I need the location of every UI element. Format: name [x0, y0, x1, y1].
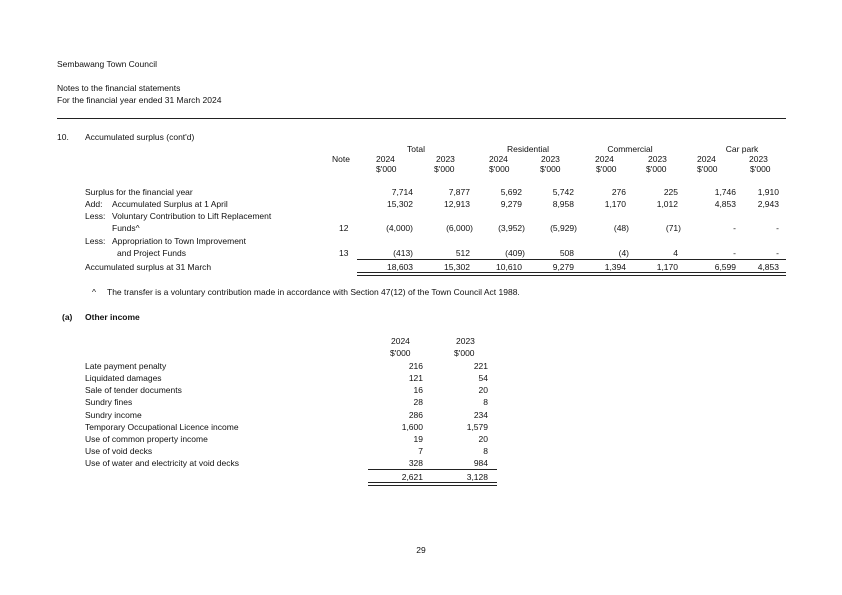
table-cell: 15,302: [444, 262, 470, 272]
income-row-label: Use of void decks: [85, 446, 153, 456]
table-cell: 7,877: [448, 187, 470, 197]
table-cell: 508: [559, 248, 574, 258]
table-cell: (5,929): [550, 223, 577, 233]
table-cell: -: [776, 223, 779, 233]
income-cell: 8: [483, 397, 488, 407]
income-row-label: Liquidated damages: [85, 373, 162, 383]
notes-title: Notes to the financial statements: [57, 83, 181, 93]
income-cell: 121: [408, 373, 423, 383]
table-cell: 18,603: [387, 262, 413, 272]
unit-header: $'000: [454, 348, 475, 358]
income-row-label: Temporary Occupational Licence income: [85, 422, 239, 432]
unit-header: $'000: [434, 164, 455, 174]
table-cell: 15,302: [387, 199, 413, 209]
income-row-label: Sale of tender documents: [85, 385, 182, 395]
period-title: For the financial year ended 31 March 2024: [57, 95, 222, 105]
income-total: 3,128: [466, 472, 488, 482]
table-cell: (4): [618, 248, 629, 258]
group-header-residential: Residential: [506, 144, 550, 154]
group-header-commercial: Commercial: [607, 144, 653, 154]
unit-header: $'000: [540, 164, 561, 174]
income-cell: 7: [418, 446, 423, 456]
row-label: Appropriation to Town Improvement: [112, 236, 247, 246]
table-cell: 1,910: [757, 187, 779, 197]
org-name: Sembawang Town Council: [57, 59, 158, 69]
income-cell: 286: [408, 410, 423, 420]
table-cell: 1,170: [604, 199, 626, 209]
table-cell: 8,958: [552, 199, 574, 209]
footnote-mark: ^: [92, 287, 96, 297]
table-cell: 10,610: [496, 262, 522, 272]
group-header-car-park: Car park: [725, 144, 759, 154]
unit-header: $'000: [750, 164, 771, 174]
footnote-text: The transfer is a voluntary contribution made in accordance with Section 47(12) of the Town Council Act 1988.: [107, 287, 520, 297]
income-row-label: Late payment penalty: [85, 361, 167, 371]
table-cell: (6,000): [446, 223, 473, 233]
year-header: 2023: [648, 154, 667, 164]
year-header: 2024: [489, 154, 508, 164]
unit-header: $'000: [489, 164, 510, 174]
page-number: 29: [416, 545, 426, 555]
income-total: 2,621: [401, 472, 423, 482]
income-cell: 234: [473, 410, 488, 420]
unit-header: $'000: [376, 164, 397, 174]
subsection-label: (a): [62, 312, 73, 322]
unit-header: $'000: [390, 348, 411, 358]
table-cell: (3,952): [498, 223, 525, 233]
unit-header: $'000: [697, 164, 718, 174]
section-number: 10.: [57, 132, 69, 142]
table-cell: 9,279: [500, 199, 522, 209]
income-row-label: Use of common property income: [85, 434, 208, 444]
income-cell: 221: [473, 361, 488, 371]
table-cell: (71): [665, 223, 681, 233]
year-header: 2024: [697, 154, 716, 164]
table-cell: 276: [611, 187, 626, 197]
header-divider: [57, 118, 786, 119]
unit-header: $'000: [596, 164, 617, 174]
income-cell: 16: [413, 385, 423, 395]
income-cell: 216: [408, 361, 423, 371]
table-cell: 4,853: [757, 262, 779, 272]
income-cell: 984: [473, 458, 488, 468]
table-cell: 6,599: [714, 262, 736, 272]
income-row-label: Sundry income: [85, 410, 142, 420]
row-label: Accumulated Surplus at 1 April: [112, 199, 228, 209]
year-header: 2023: [749, 154, 768, 164]
table-cell: 1,170: [656, 262, 678, 272]
table-cell: 5,692: [500, 187, 522, 197]
income-cell: 8: [483, 446, 488, 456]
table-cell: 9,279: [552, 262, 574, 272]
income-row-label: Use of water and electricity at void decks: [85, 458, 240, 468]
income-cell: 28: [413, 397, 423, 407]
table-cell: 1,394: [604, 262, 626, 272]
year-header: 2023: [436, 154, 455, 164]
total-double-rule: [357, 272, 786, 276]
table-cell: (413): [393, 248, 413, 258]
section-title: Accumulated surplus (cont'd): [85, 132, 195, 142]
row-label: Voluntary Contribution to Lift Replacement: [112, 211, 272, 221]
year-header: 2024: [391, 336, 410, 346]
income-cell: 328: [408, 458, 423, 468]
income-row-label: Sundry fines: [85, 397, 133, 407]
table-cell: -: [776, 248, 779, 258]
group-header-total: Total: [407, 144, 425, 154]
table-cell: 4,853: [714, 199, 736, 209]
table-cell: 2,943: [757, 199, 779, 209]
table-cell: -: [733, 248, 736, 258]
income-cell: 19: [413, 434, 423, 444]
row-prefix: Less:: [85, 211, 106, 221]
table-cell: 12,913: [444, 199, 470, 209]
table-cell: 1,746: [714, 187, 736, 197]
table-cell: 1,012: [656, 199, 678, 209]
income-cell: 20: [478, 385, 488, 395]
income-cell: 20: [478, 434, 488, 444]
subtotal-rule: [357, 259, 786, 260]
unit-header: $'000: [646, 164, 667, 174]
note-ref: 12: [339, 223, 349, 233]
row-label-continued: and Project Funds: [117, 248, 186, 258]
table-cell: 4: [673, 248, 678, 258]
table-cell: (48): [613, 223, 629, 233]
table-cell: -: [733, 223, 736, 233]
income-cell: 54: [478, 373, 488, 383]
table-cell: 5,742: [552, 187, 574, 197]
year-header: 2024: [595, 154, 614, 164]
year-header: 2023: [541, 154, 560, 164]
table-cell: (409): [505, 248, 525, 258]
income-subtotal-rule: [368, 469, 497, 470]
table-cell: 7,714: [391, 187, 413, 197]
row-label: Surplus for the financial year: [85, 187, 193, 197]
income-cell: 1,579: [466, 422, 488, 432]
row-prefix: Add:: [85, 199, 103, 209]
note-ref: 13: [339, 248, 349, 258]
year-header: 2023: [456, 336, 475, 346]
year-header: 2024: [376, 154, 395, 164]
table-cell: (4,000): [386, 223, 413, 233]
note-column-header: Note: [332, 154, 350, 164]
table-cell: 512: [455, 248, 470, 258]
row-label-continued: Funds^: [112, 223, 140, 233]
row-label: Accumulated surplus at 31 March: [85, 262, 212, 272]
income-total-double-rule: [368, 482, 497, 486]
subsection-title: Other income: [85, 312, 140, 322]
row-prefix: Less:: [85, 236, 106, 246]
income-cell: 1,600: [401, 422, 423, 432]
table-cell: 225: [663, 187, 678, 197]
